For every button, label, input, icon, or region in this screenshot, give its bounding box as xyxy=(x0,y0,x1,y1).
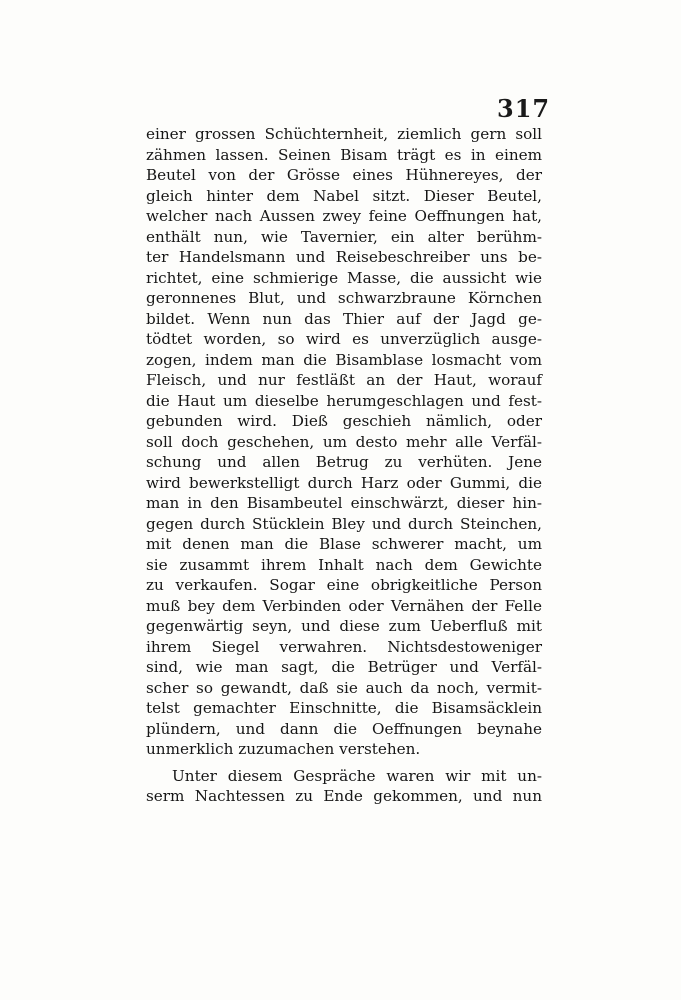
text-line: sind, wie man sagt, die Betrüger und Verfäl- xyxy=(146,658,542,676)
text-line: scher so gewandt, daß sie auch da noch, vermit- xyxy=(146,678,542,697)
text-line: muß bey dem Verbinden oder Vernähen der Felle xyxy=(146,596,542,615)
text-line: plündern, und dann die Oeffnungen beynahe xyxy=(146,719,542,738)
text-line: gebunden wird. Dieß geschieh nämlich, oder xyxy=(146,412,542,430)
text-line: richtet, eine schmierige Masse, die aussicht wie xyxy=(146,268,542,287)
text-line: wird bewerkstelligt durch Harz oder Gummi, die xyxy=(146,473,542,492)
text-line: tödtet worden, so wird es unverzüglich ausge- xyxy=(146,330,542,348)
text-line: serm Nachtessen zu Ende gekommen, und nun xyxy=(146,787,542,805)
text-line: Unter diesem Gespräche waren wir mit un- xyxy=(172,766,542,785)
body-text xyxy=(146,124,542,807)
text-line: gegen durch Stücklein Bley und durch Steinchen, xyxy=(146,514,542,533)
paragraph-1 xyxy=(146,124,542,760)
text-line: Fleisch, und nur festläßt an der Haut, worauf xyxy=(146,371,542,389)
text-line: zähmen lassen. Seinen Bisam trägt es in einem xyxy=(146,145,542,164)
text-line: einer grossen Schüchternheit, ziemlich gern soll xyxy=(146,125,542,143)
text-line: ter Handelsmann und Reisebeschreiber uns be- xyxy=(146,248,542,266)
page-number: 317 xyxy=(497,94,551,123)
text-line: geronnenes Blut, und schwarzbraune Körnchen xyxy=(146,289,542,307)
text-line: zogen, indem man die Bisamblase losmacht vom xyxy=(146,350,542,369)
text-line: unmerklich zuzumachen verstehen. xyxy=(146,740,421,758)
text-line: ihrem Siegel verwahren. Nichtsdestoweniger xyxy=(146,637,542,656)
text-line: telst gemachter Einschnitte, die Bisamsäcklein xyxy=(146,699,542,717)
text-line: mit denen man die Blase schwerer macht, um xyxy=(146,535,542,553)
text-line: sie zusammt ihrem Inhalt nach dem Gewichte xyxy=(146,555,542,574)
text-line: man in den Bisambeutel einschwärzt, dieser hin- xyxy=(146,494,542,512)
text-line: enthält nun, wie Tavernier, ein alter berühm- xyxy=(146,227,542,246)
text-line: die Haut um dieselbe herumgeschlagen und fest- xyxy=(146,391,542,410)
text-line: Beutel von der Grösse eines Hühnereyes, der xyxy=(146,166,542,184)
text-line: soll doch geschehen, um desto mehr alle Verfäl- xyxy=(146,432,542,451)
text-line: welcher nach Aussen zwey feine Oeffnungen hat, xyxy=(146,207,542,225)
text-line: gleich hinter dem Nabel sitzt. Dieser Beutel, xyxy=(146,186,542,205)
text-line: schung und allen Betrug zu verhüten. Jene xyxy=(146,453,542,471)
text-line: gegenwärtig seyn, und diese zum Ueberfluß mit xyxy=(146,617,542,635)
text-line: zu verkaufen. Sogar eine obrigkeitliche Person xyxy=(146,576,542,594)
paragraph-2 xyxy=(146,766,542,807)
text-line: bildet. Wenn nun das Thier auf der Jagd ge- xyxy=(146,309,542,328)
